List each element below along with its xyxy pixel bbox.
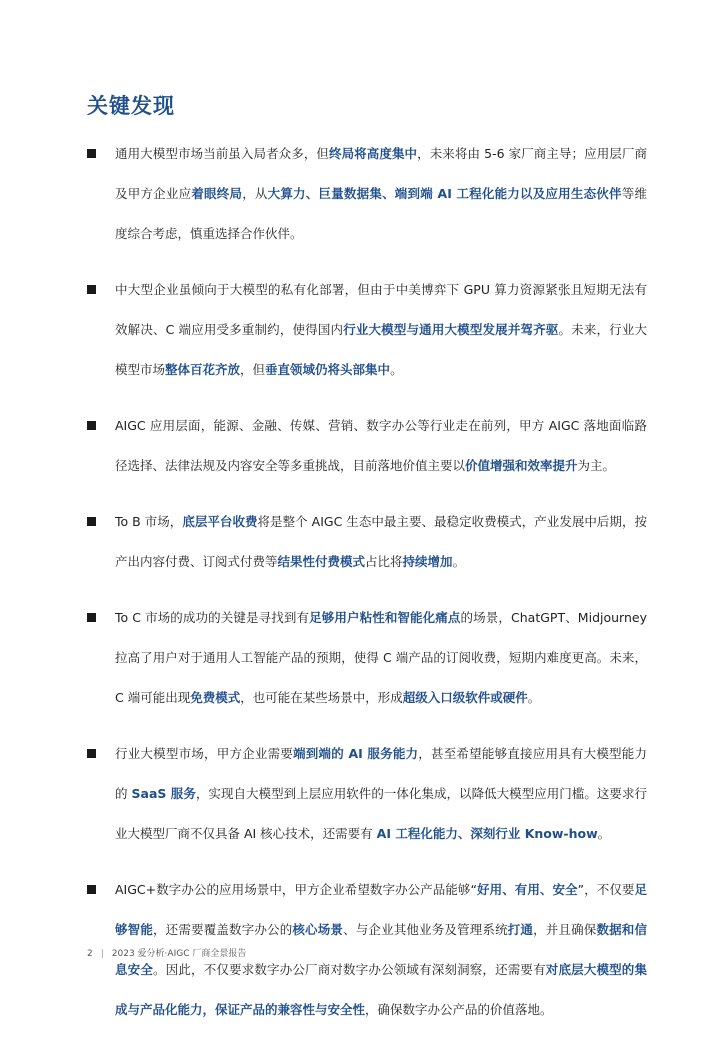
finding-highlight: 垂直领域仍将头部集中 <box>265 362 391 377</box>
finding-item <box>87 134 647 254</box>
finding-text-segment: ”，不仅要 <box>577 882 635 897</box>
finding-text-segment: ，但 <box>240 362 266 377</box>
finding-text <box>115 418 647 473</box>
finding-text-segment: 、与企业其他业务及管理系统 <box>343 922 508 937</box>
finding-text-segment: 中大型企业虽倾向于大模型的私有化部署，但由于中美博弈下 GPU 算力资源紧张且短期无法有效解决、C 端应用受多重制约，使得国内 <box>115 282 647 337</box>
finding-text-segment: ，还需要覆盖数字办公的 <box>153 922 293 937</box>
finding-text-segment: ，也可能在某些场景中，形成 <box>240 690 403 705</box>
finding-text-segment: ，实现自大模型到上层应用软件的一体化集成，以降低大模型应用门槛。这要求行业大模型厂商不仅具备 AI 核心技术，还需要有 <box>115 786 647 841</box>
page-number: 2 <box>87 949 93 959</box>
finding-highlight: 好用、有用、安全 <box>476 882 578 897</box>
finding-text-segment: 通用大模型市场当前虽入局者众多，但 <box>115 146 329 161</box>
finding-text-segment: 将是整个 AIGC 生态中最主要、最稳定收费模式，产业发展中后期，按产出内容付费、订阅式付费等 <box>115 514 647 569</box>
finding-highlight: 着眼终局 <box>191 186 243 201</box>
finding-highlight: 端到端的 AI 服务能力 <box>293 746 419 761</box>
finding-text-segment: 。因此，不仅要求数字办公厂商对数字办公领域有深刻洞察，还需要有 <box>153 962 546 977</box>
finding-highlight: 免费模式 <box>190 690 241 705</box>
square-bullet-icon <box>87 285 96 294</box>
finding-item <box>87 406 647 486</box>
square-bullet-icon <box>87 149 96 158</box>
footer-separator: | <box>100 949 104 959</box>
finding-text-segment: To B 市场， <box>115 514 183 529</box>
finding-highlight: 核心场景 <box>292 922 344 937</box>
square-bullet-icon <box>87 421 96 430</box>
finding-highlight: 结果性付费模式 <box>277 554 366 569</box>
finding-text <box>115 282 647 377</box>
finding-text <box>115 514 647 569</box>
finding-highlight: 整体百花齐放 <box>165 362 241 377</box>
finding-text-segment: 。 <box>527 690 541 705</box>
finding-text-segment: AIGC 应用层面，能源、金融、传媒、营销、数字办公等行业走在前列，甲方 AIGC 落地面临路径选择、法律法规及内容安全等多重挑战，目前落地价值主要以 <box>115 418 647 473</box>
finding-text-segment: ，从 <box>242 186 268 201</box>
finding-text-segment: 。未来，行业大模型市场 <box>115 322 647 377</box>
finding-text <box>115 146 647 241</box>
finding-highlight: 行业大模型与通用大模型发展并驾齐驱 <box>343 322 559 337</box>
finding-highlight: 打通 <box>507 922 534 937</box>
page-title: 关键发现 <box>87 94 175 118</box>
finding-highlight: 底层平台收费 <box>182 514 258 529</box>
finding-item <box>87 734 647 854</box>
finding-highlight: AI 工程化能力、深刻行业 Know-how <box>376 826 598 841</box>
finding-highlight: 足够智能 <box>115 882 647 937</box>
finding-item <box>87 502 647 582</box>
finding-text-segment: 。 <box>597 826 611 841</box>
finding-text-segment: 占比将 <box>365 554 403 569</box>
finding-text-segment: 等维度综合考虑，慎重选择合作伙伴。 <box>115 186 647 241</box>
page-footer <box>87 947 246 961</box>
finding-text-segment: ，甚至希望能够直接应用具有大模型能力的 <box>115 746 647 801</box>
square-bullet-icon <box>87 517 96 526</box>
finding-highlight: 对底层大模型的集成与产品化能力，保证产品的兼容性与安全性 <box>115 962 647 1017</box>
finding-text-segment: ，并且确保 <box>533 922 597 937</box>
finding-highlight: 终局将高度集中 <box>329 146 418 161</box>
finding-highlight: 价值增强和效率提升 <box>465 458 578 473</box>
finding-text-segment: 行业大模型市场，甲方企业需要 <box>115 746 294 761</box>
finding-text <box>115 746 647 841</box>
finding-highlight: 足够用户粘性和智能化痛点 <box>309 610 461 625</box>
finding-highlight: SaaS 服务 <box>131 786 196 801</box>
finding-highlight: 大算力、巨量数据集、端到端 AI 工程化能力以及应用生态伙伴 <box>267 186 622 201</box>
finding-text-segment: To C 市场的成功的关键是寻找到有 <box>115 610 310 625</box>
square-bullet-icon <box>87 749 96 758</box>
finding-item <box>87 598 647 718</box>
finding-text-segment: ，未来将由 5-6 家厂商主导；应用层厂商及甲方企业应 <box>115 146 647 201</box>
finding-text <box>115 610 647 705</box>
finding-item <box>87 270 647 390</box>
finding-highlight: 持续增加 <box>402 554 453 569</box>
finding-highlight: 数据和信息安全 <box>115 922 647 977</box>
finding-text-segment: 的场景，ChatGPT、Midjourney 拉高了用户对于通用人工智能产品的预期，使得 C 端产品的订阅收费，短期内难度更高。未来，C 端可能出现 <box>115 610 647 705</box>
finding-text-segment: 。 <box>452 554 466 569</box>
findings-list <box>87 134 647 1046</box>
finding-text-segment: 。 <box>390 362 403 377</box>
finding-text-segment: AIGC+数字办公的应用场景中，甲方企业希望数字办公产品能够“ <box>115 882 477 897</box>
finding-text-segment: 为主。 <box>577 458 616 473</box>
finding-text-segment: ，确保数字办公产品的价值落地。 <box>365 1002 553 1017</box>
square-bullet-icon <box>87 885 96 894</box>
square-bullet-icon <box>87 613 96 622</box>
finding-highlight: 超级入口级软件或硬件 <box>402 690 528 705</box>
report-title: 2023 爱分析·AIGC 厂商全景报告 <box>111 949 247 959</box>
